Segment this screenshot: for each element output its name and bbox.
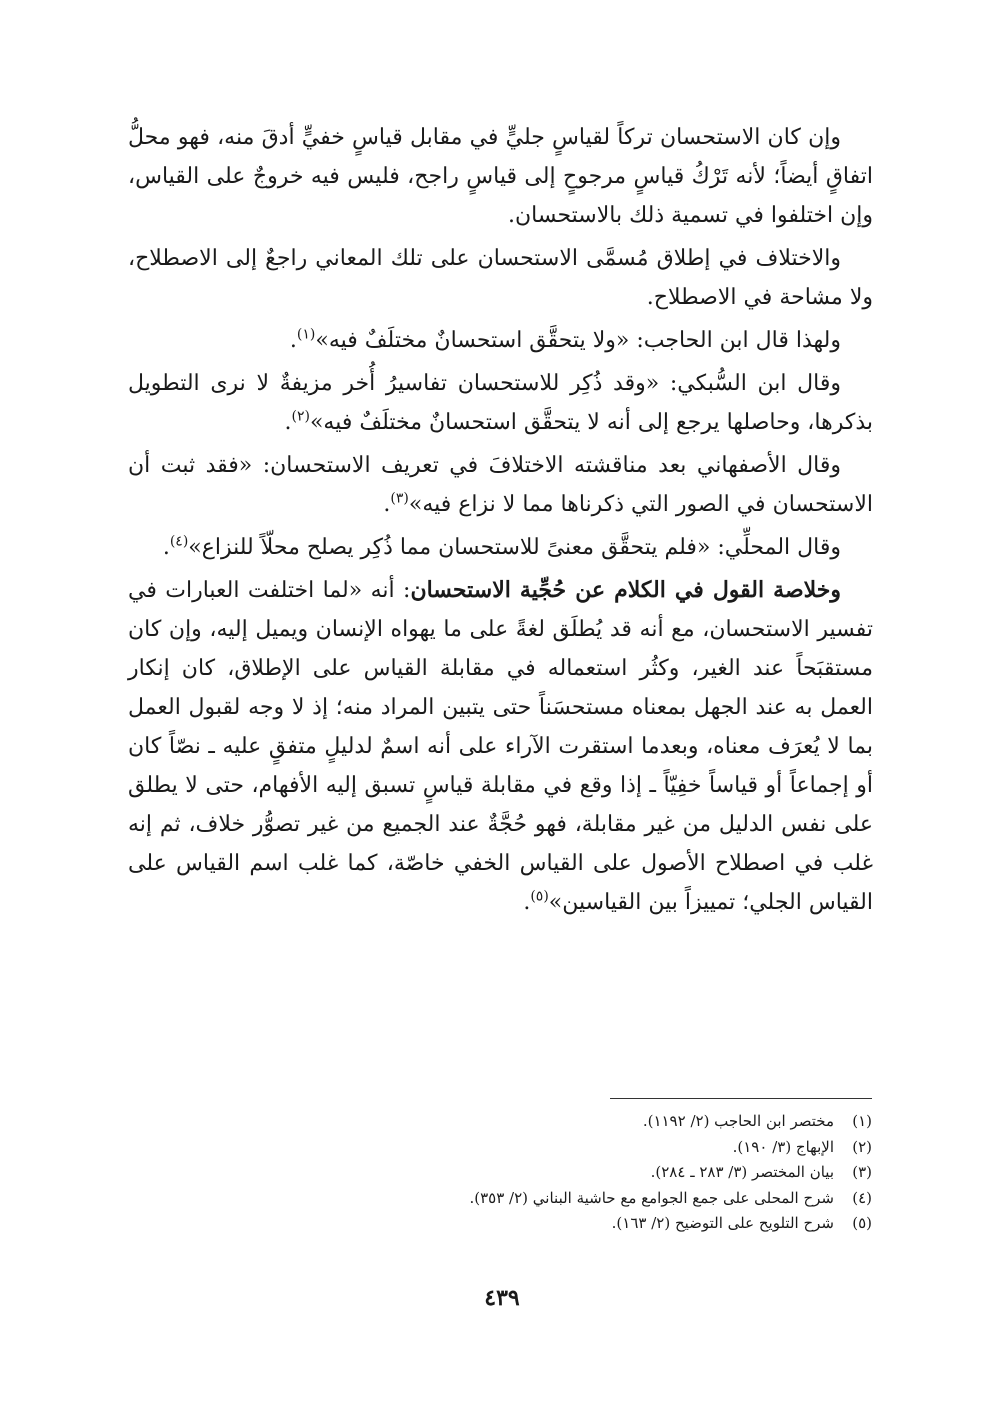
paragraph-6: وقال المحلِّي: «فلم يتحقَّق معنىً للاستحسان مما ذُكِر يصلح محلّاً للنزاع»$^{(٤)}$. <box>162 533 841 560</box>
footnote-2: (٢) الإبهاج (٣/ ١٩٠). <box>732 1137 872 1156</box>
footnote-ref-4[interactable]: (٤) <box>169 533 189 550</box>
paragraph-3: ولهذا قال ابن الحاجب: «ولا يتحقَّق استحسانٌ مختلَفٌ فيه»$^{(١)}$. <box>289 326 841 353</box>
footnote-3: (٣) بيان المختصر (٣/ ٢٨٣ ـ ٢٨٤). <box>650 1163 872 1181</box>
paragraph-2: والاختلاف في إطلاق مُسمَّى الاستحسان على تلك المعاني راجعٌ إلى الاصطلاح، ولا مشاحة في الاصطلاح. <box>128 246 873 310</box>
footnote-ref-1[interactable]: (١) <box>296 326 316 343</box>
page-number: ٤٣٩ <box>484 1285 520 1311</box>
summary-heading: وخلاصة القول في الكلام عن حُجِّية الاستحسان <box>410 577 842 603</box>
footnote-ref-3[interactable]: (٣) <box>390 490 409 507</box>
footnote-ref-5[interactable]: (٥) <box>530 888 549 905</box>
paragraph-4: وقال ابن السُّبكي: «وقد ذُكِر للاستحسان تفاسيرُ أُخر مزيفةٌ لا نرى التطويل بذكرها، وحاصلها يرجع إلى أنه لا يتحقَّق استحسانٌ مختلَفٌ فيه»$^{(٢)}$. <box>128 371 873 435</box>
main-text <box>128 118 873 926</box>
footnote-5: (٥) شرح التلويح على التوضيح (٢/ ١٦٣). <box>611 1214 872 1232</box>
footnote-1: (١) مختصر ابن الحاجب (٢/ ١١٩٢). <box>642 1112 872 1130</box>
paragraph-5: وقال الأصفهاني بعد مناقشته الاختلافَ في تعريف الاستحسان: «فقد ثبت أن الاستحسان في الصور التي ذكرناها مما لا نزاع فيه»$^{(٣)}$. <box>128 453 873 517</box>
paragraph-1: وإن كان الاستحسان تركاً لقياسٍ جليٍّ في مقابل قياسٍ خفيٍّ أدقَ منه، فهو محلُّ اتفاقٍ أيضاً؛ لأنه تَرْكُ قياسٍ مرجوحٍ إلى قياسٍ راجح، فليس فيه خروجٌ على القياس، وإن اختلفوا في تسمية ذلك بالاستحسان. <box>128 125 873 228</box>
footnotes <box>232 1109 872 1237</box>
footnote-separator <box>610 1098 872 1099</box>
footnote-ref-2[interactable]: (٢) <box>291 408 310 425</box>
paragraph-7: وخلاصة القول في الكلام عن حُجِّية الاستحسان: أنه «لما اختلفت العبارات في تفسير الاستحسان، مع أنه قد يُطلَق لغةً على ما يهواه الإنسان ويميل إليه، وإن كان مستقبَحاً عند الغير، وكثُر استعماله في مقابلة القياس على الإطلاق، كان إنكار العمل به عند الجهل بمعناه مستحسَناً حتى يتبين المراد منه؛ إذ لا وجه لقبول العمل بما لا يُعرَف معناه، وبعدما استقرت الآراء على أنه اسمٌ لدليلٍ متفقٍ عليه ـ نصّاً كان أو إجماعاً أو قياساً خفِيّاً ـ إذا وقع في مقابلة قياسٍ تسبق إليه الأفهام، حتى لا يطلق على نفس الدليل من غير مقابلة، فهو حُجَّةٌ عند الجميع من غير تصوُّر خلاف، ثم إنه غلب في اصطلاح الأصول على القياس الخفي خاصّة، كما غلب اسم القياس على القياس الجلي؛ تمييزاً بين القياسين»$^{(٥)}$. <box>128 577 873 915</box>
footnote-4: (٤) شرح المحلى على جمع الجوامع مع حاشية البناني (٢/ ٣٥٣). <box>469 1188 872 1207</box>
